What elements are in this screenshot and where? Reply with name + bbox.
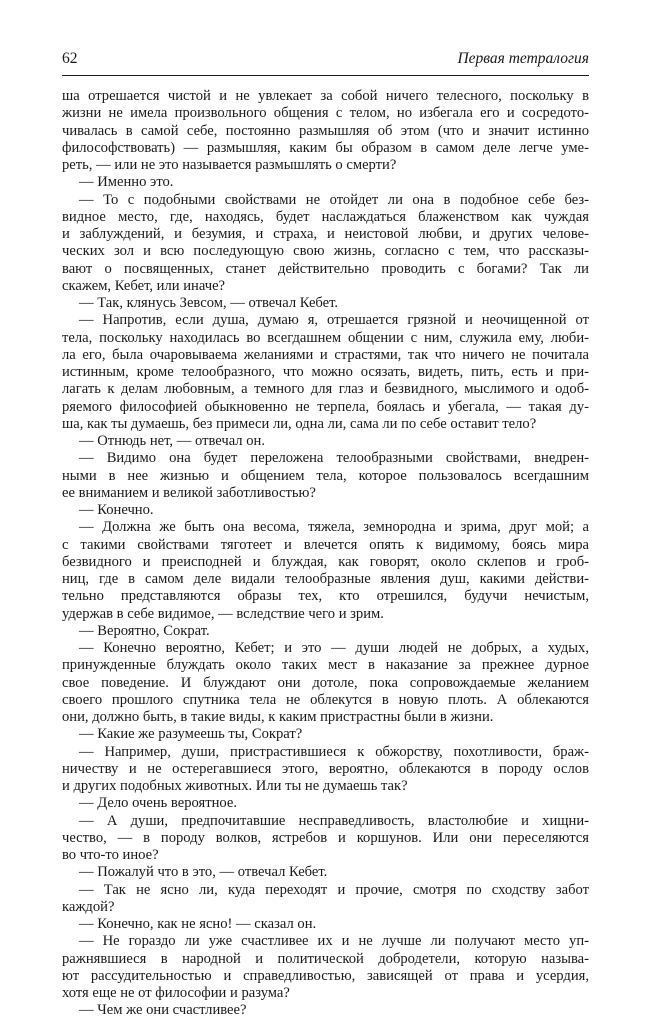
text-line: своего прошлого спутника тела не облекутся в новую плоть. А облекаются xyxy=(62,691,589,708)
text-line: ражнявшиеся в народной и политической добродетели, которую называ- xyxy=(62,950,589,967)
text-line: чивалась в самой себе, постоянно размышляя об этом (что и значит истинно xyxy=(62,122,589,139)
paragraph xyxy=(62,795,589,812)
text-line: и других подобных животных. Или ты не думаешь так? xyxy=(62,778,408,794)
text-line: удержав в себе видимое, — вследствие чего и зрим. xyxy=(62,605,384,622)
text-line: ниц, где в самом деле видали телообразные явления душ, какими действи- xyxy=(62,571,589,587)
text-line: тела, поскольку находилась во всегдашнем общении с ним, служила ему, люби- xyxy=(62,329,589,346)
text-line: они, должно быть, в такие виды, к каким пристрастны были в жизни. xyxy=(62,709,494,725)
running-header xyxy=(62,50,589,76)
paragraph xyxy=(62,88,589,174)
text-line: — Конечно, как не ясно! — сказал он. xyxy=(79,916,317,932)
paragraph xyxy=(62,623,589,640)
text-line: тельно представляются образы тех, кто отрешился, будучи нечистым, xyxy=(62,588,589,605)
text-line: — Именно это. xyxy=(79,174,174,191)
text-line: — А души, предпочитавшие несправедливость, властолюбие и хищни- xyxy=(79,812,589,829)
text-line: свое поведение. И блуждают они дотоле, пока сопровождаемые желанием xyxy=(62,674,589,691)
text-line: — Видимо она будет переложена телообразными свойствами, внедрен- xyxy=(79,450,589,467)
text-line: вают о посвященных, станет действительно проводить с богами? Так ли xyxy=(62,260,589,277)
text-line: — Так, клянусь Зевсом, — отвечал Кебет. xyxy=(79,295,339,311)
book-page xyxy=(62,50,589,1020)
paragraph xyxy=(62,502,589,519)
paragraph xyxy=(62,882,589,917)
text-line: — Напротив, если душа, думаю я, отрешается грязной и неочищенной от xyxy=(79,312,589,329)
text-line: — Так не ясно ли, куда переходят и прочие, смотря по сходству забот xyxy=(79,881,589,898)
paragraph xyxy=(62,864,589,881)
running-title: Первая тетралогия xyxy=(457,50,589,67)
paragraph xyxy=(62,1002,589,1019)
paragraph xyxy=(62,933,589,1002)
text-line: ша, как ты думаешь, без примеси ли, одна ли, сама ли по себе оставит тело? xyxy=(62,415,537,432)
paragraph xyxy=(62,813,589,865)
paragraph xyxy=(62,192,589,296)
text-line: безвидного и преисподней и блуждая, как говорят, около склепов и гроб- xyxy=(62,553,589,570)
paragraph xyxy=(62,295,589,312)
text-line: чество, — в породу волков, ястребов и коршунов. Или они переселяются xyxy=(62,829,589,846)
text-line: реть, — или не это называется размышлять о смерти? xyxy=(62,157,397,173)
text-line: принужденные блуждать около таких мест в наказание за прежнее дурное xyxy=(62,657,589,674)
text-line: — Какие же разумеешь ты, Сократ? xyxy=(79,726,303,743)
paragraph xyxy=(62,744,589,796)
paragraph xyxy=(62,174,589,191)
text-line: во что-то иное? xyxy=(62,847,159,863)
text-line: и заблуждений, и безумия, и страха, и неистовой любви, и других челове- xyxy=(62,226,589,242)
text-line: — Чем же они счастливее? xyxy=(79,1002,247,1019)
text-line: истинным, кроме телообразного, что можно осязать, видеть, пить, есть и при- xyxy=(62,364,589,380)
text-line: — Конечно. xyxy=(79,502,154,518)
text-line: жизни не имела произвольного общения с телом, но избегала его и сосредото- xyxy=(62,105,589,122)
text-line: ничеству и не остерегавшиеся этого, вероятно, облекаются в породу ослов xyxy=(62,760,589,777)
paragraph xyxy=(62,450,589,502)
paragraph xyxy=(62,640,589,726)
text-line: — Конечно вероятно, Кебет; и это — души людей не добрых, а худых, xyxy=(79,640,589,656)
text-line: ее вниманием и великой заботливостью? xyxy=(62,484,316,501)
text-line: — Вероятно, Сократ. xyxy=(79,622,210,639)
text-line: — Дело очень вероятное. xyxy=(79,795,238,812)
text-line: ют рассудительностью и справедливостью, зависящей от права и усердия, xyxy=(62,967,589,984)
page-number: 62 xyxy=(62,50,78,67)
text-line: — Пожалуй что в это, — отвечал Кебет. xyxy=(79,864,328,881)
text-line: с такими свойствами тяготеет и влечется опять к видимому, боясь мира xyxy=(62,536,589,553)
text-line: каждой? xyxy=(62,898,115,915)
text-line: лагать к делам любовным, а темного для глаз и безвидного, мыслимого и одоб- xyxy=(62,381,589,398)
text-line: — То с подобными свойствами не отойдет ли она в подобное себе без- xyxy=(79,191,589,208)
text-line: ряемого философией обыкновенно не терпела, боялась и убегала, — такая ду- xyxy=(62,398,589,415)
text-line: — Отнюдь нет, — отвечал он. xyxy=(79,433,265,449)
text-line: философствовать) — размышляя, каким бы образом в самом деле легче уме- xyxy=(62,139,589,156)
text-line: хотя еще не от философии и разума? xyxy=(62,985,290,1001)
paragraph xyxy=(62,726,589,743)
paragraph xyxy=(62,916,589,933)
text-line: скажем, Кебет, или иначе? xyxy=(62,277,226,294)
paragraph xyxy=(62,312,589,433)
text-line: видное место, где, находясь, будет наслаждаться блаженством как чуждая xyxy=(62,208,589,225)
text-line: ша отрешается чистой и не увлекает за собой ничего телесного, поскольку в xyxy=(62,88,589,104)
text-line: ческих зол и всю последующую свою жизнь, согласно с тем, что рассказы- xyxy=(62,243,589,260)
paragraph xyxy=(62,433,589,450)
text-line: — Не гораздо ли уже счастливее их и не лучше ли получают место уп- xyxy=(79,933,589,950)
text-line: ными в нее жизнью и общением тела, которое пользовалось всегдашним xyxy=(62,467,589,484)
text-line: ла его, была очаровываема желаниями и страстями, так что ничего не почитала xyxy=(62,346,589,363)
paragraph xyxy=(62,519,589,623)
text-line: — Например, души, пристрастившиеся к обжорству, похотливости, браж- xyxy=(79,743,589,760)
text-line: — Должна же быть она весома, тяжела, земнородна и зрима, друг мой; а xyxy=(79,519,589,536)
page-text xyxy=(62,88,589,1020)
